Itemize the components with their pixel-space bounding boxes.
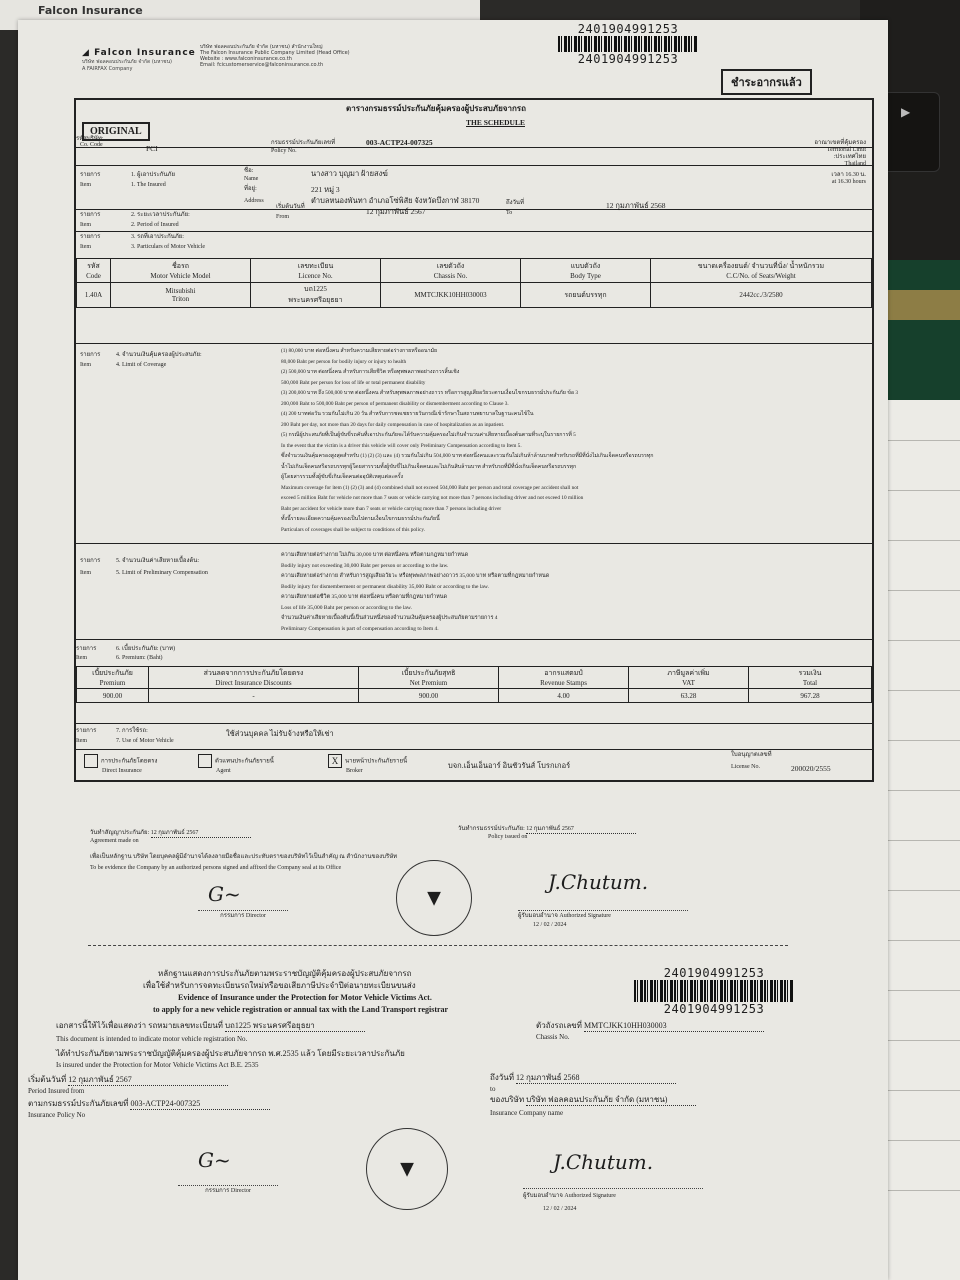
doc-label: เอกสารนี้ให้ไว้เพื่อแสดงว่า รถหมายเลขทะเบียนที่ — [56, 1021, 223, 1030]
col-chassis-th: เลขตัวถัง — [436, 262, 465, 270]
director-label: กรรมการ Director — [178, 1185, 278, 1195]
prelim-label-en: 5. Limit of Preliminary Compensation — [116, 570, 208, 576]
to-label-en: to — [490, 1085, 496, 1093]
coverage-label-en: 4. Limit of Coverage — [116, 362, 167, 368]
premium-label: 6. เบี้ยประกันภัย: (บาท) — [116, 646, 176, 652]
item-label: รายการ — [76, 728, 97, 734]
time-th: เวลา 16.30 น. — [831, 172, 866, 178]
detail-line: Baht per accident for vehicle more than 7 seats or vehicle carrying more than 7 persons including driver — [281, 505, 502, 512]
evidence-title-th-1: หลักฐานแสดงการประกันภัยตามพระราชบัญญัติคุ้มครองผู้ประสบภัยจากรถ — [158, 969, 412, 978]
email: Email: fcicustomerservice@falconinsurance.co.th — [200, 62, 324, 68]
vat-value: 63.28 — [629, 689, 749, 703]
evidence-statement-th: เพื่อเป็นหลักฐาน บริษัท โดยบุคคลผู้มีอำนาจได้ลงลายมือชื่อและประทับตราของบริษัทไว้เป็นสำคัญ ณ สำนักงานของบริษัท — [90, 854, 398, 860]
item-label: รายการ — [80, 558, 101, 564]
address-th: บริษัท ฟอลคอนประกันภัย จำกัด (มหาชน) สำนักงานใหญ่ — [200, 44, 323, 50]
name-label-en: Name — [244, 176, 259, 182]
col-premium-th: เบี้ยประกันภัย — [92, 669, 133, 677]
engine-cc: 2442cc./3/2580 — [651, 283, 872, 308]
coverage-time — [831, 172, 866, 186]
evidence-statement-en: To be evidence the Company by an authorized persons signed and affixed the Company seal at its Office — [90, 865, 342, 871]
policy-no-label-en: Policy No. — [271, 148, 297, 154]
sig-year: 2024 — [554, 922, 567, 928]
agent-label: ตัวแทนประกันภัยรายนี้ — [215, 758, 274, 765]
arrow-right-icon: ▶ — [901, 105, 911, 119]
col-discount-th: ส่วนลดจากการประกันภัยโดยตรง — [203, 669, 304, 677]
agreement-date — [90, 830, 251, 845]
policy-no-value: 003-ACTP24-007325 — [366, 138, 433, 147]
policy-issued — [458, 826, 636, 841]
detail-line: (5) กรณีผู้ประสบภัยที่เป็นผู้ขับขี่รถคันที่เอาประกันภัยจะได้รับความคุ้มครองไม่เกินจำนวนค่าเสียหายเบื้องต้นตามที่ระบุในรายการที่ 5 — [281, 432, 576, 438]
item-label-en: Item — [80, 182, 91, 188]
schedule-box — [74, 98, 874, 782]
barcode-bottom — [634, 966, 794, 1016]
company-seal-icon — [396, 860, 472, 936]
item-label: รายการ — [80, 212, 101, 218]
vehicle-label-en: 3. Particulars of Motor Vehicle — [131, 244, 206, 250]
col-vat-en: VAT — [682, 679, 695, 687]
address-line-2: ตำบลหนองพันทา อำเภอโซ่พิสัย จังหวัดบึงกาฬ 38170 — [311, 196, 480, 205]
agreement-label: วันทำสัญญาประกันภัย: — [90, 830, 150, 836]
address-label: ที่อยู่: — [244, 186, 257, 192]
period-from-line — [28, 1074, 228, 1086]
licence-province: พระนครศรีอยุธยา — [288, 296, 343, 304]
director-signature-icon: G~ — [198, 1148, 231, 1172]
territorial-value-en: Thailand — [844, 161, 866, 167]
detail-line: ความเสียหายต่อร่างกาย ไม่เกิน 30,000 บาท ต่อหนึ่งคน หรือตามกฎหมายกำหนด — [281, 552, 469, 558]
barcode-bars — [634, 980, 794, 1002]
use-label-en: 7. Use of Motor Vehicle — [116, 738, 174, 744]
vehicle-model: Triton — [171, 295, 190, 303]
col-body-th: แบบตัวถัง — [570, 262, 601, 270]
evidence-title-th-2: เพื่อใช้สำหรับการจดทะเบียนรถใหม่หรือขอเสียภาษีประจำปีต่อนายทะเบียนขนส่ง — [143, 981, 416, 990]
license-label: ใบอนุญาตเลขที่ — [731, 752, 772, 758]
barcode-bars — [558, 36, 698, 52]
schedule-title-th: ตารางกรมธรรม์ประกันภัยคุ้มครองผู้ประสบภัยจากรถ — [346, 104, 526, 113]
premium-table — [76, 666, 872, 703]
detail-line: 200,000 Baht to 500,000 Baht per person of permanent disability or dismemberment according to Clause 3. — [281, 400, 509, 407]
issued-label-en: Policy issued on — [488, 834, 528, 840]
item-label-en: Item — [80, 570, 91, 576]
address-en: The Falcon Insurance Public Company Limited (Head Office) — [200, 50, 350, 56]
authorized-label: ผู้รับมอบอำนาจ Authorized Signature — [518, 910, 688, 920]
group-line: A FAIRFAX Company — [82, 66, 133, 72]
lined-paper — [880, 400, 960, 1280]
license-number: 200020/2555 — [791, 764, 831, 773]
broker-label-en: Broker — [346, 768, 363, 774]
to-label: ถึงวันที่ — [490, 1073, 514, 1082]
detail-line: In the event that the victim is a driver this vehicle will cover only Preliminary Compensation according to Item 5. — [281, 442, 522, 449]
green-surface — [880, 260, 960, 400]
item-label-en: Item — [76, 655, 87, 661]
detail-line: น้ำไม่เกินเจ็ดคนหรือรถบรรทุกผู้โดยสารรวมทั้งผู้ขับขี่ไม่เกินเจ็ดคนและไม่เกินสิบล้านบาท สำหรับรถที่มีที่นั่งเกินเจ็ดคนหรือรถบรรทุก — [281, 463, 577, 470]
territorial-en: Territorial Limit — [826, 147, 866, 153]
agreement-label-en: Agreement made on — [90, 838, 139, 844]
chassis-no: MMTCJKK10HH030003 — [381, 283, 521, 308]
underlying-logo: Falcon Insurance — [38, 4, 143, 17]
sig-year: 2024 — [564, 1206, 577, 1212]
chassis-line — [536, 1020, 764, 1032]
period-label-en: 2. Period of Insured — [131, 222, 179, 228]
coverage-details — [281, 346, 654, 535]
barcode-number-lower: 2401904991253 — [577, 52, 679, 66]
detail-line: (3) 200,000 บาท ถึง 500,000 บาท ต่อหนึ่งคน สำหรับทุพพลภาพอย่างถาวร หรือการสูญเสียอวัยวะตามเงื่อนไขกรมธรรม์ประกันภัย ข้อ 3 — [281, 390, 579, 396]
total-value: 967.28 — [749, 689, 872, 703]
detail-line: Bodily injury for dismemberment or permanent disability 35,000 Baht or according to the law. — [281, 583, 489, 590]
insured-name: นางสาว บุญมา ฝ้ายสงฆ์ — [311, 169, 388, 178]
name-label: ชื่อ: — [244, 168, 254, 174]
authorized-date: 12 / 02 / 2024 — [543, 1206, 577, 1212]
vehicle-use: ใช้ส่วนบุคคล ไม่รับจ้างหรือให้เช่า — [226, 729, 334, 738]
prelim-details — [281, 550, 549, 634]
detail-line: Particulars of coverages shall be subject to conditions of this policy. — [281, 526, 425, 533]
item-label: รายการ — [80, 172, 101, 178]
to-label-en: To — [506, 210, 513, 216]
falcon-mark-icon: ▼ — [427, 887, 441, 909]
co-code-label-en: Co. Code — [80, 142, 103, 148]
licence-no: บถ1225 — [304, 285, 327, 293]
item-label-en: Item — [76, 738, 87, 744]
director-label: กรรมการ Director — [198, 910, 288, 920]
from-label: เริ่มต้นวันที่ — [276, 204, 305, 210]
col-net-th: เบี้ยประกันภัยสุทธิ — [401, 669, 456, 677]
detail-line: ความเสียหายต่อชีวิต 35,000 บาท ต่อหนึ่งคน หรือตามที่กฎหมายกำหนด — [281, 594, 448, 600]
direct-label: การประกันภัยโดยตรง — [101, 758, 158, 765]
col-cc-th: ขนาดเครื่องยนต์/ จำนวนที่นั่ง/ น้ำหนักรวม — [697, 262, 825, 270]
premium-label-en: 6. Premium: (Baht) — [116, 655, 163, 661]
col-model-th: ชื่อรถ — [172, 262, 189, 270]
net-premium-value: 900.00 — [359, 689, 499, 703]
territorial-limit — [814, 140, 866, 168]
col-stamps-en: Revenue Stamps — [540, 679, 587, 687]
company-label-en: Insurance Company name — [490, 1109, 564, 1117]
policy-label: ตามกรมธรรม์ประกันภัยเลขที่ — [28, 1099, 129, 1108]
detail-line: 80,000 Baht per person for bodily injury or injury to health — [281, 358, 407, 365]
insured-label-en: 1. The Insured — [131, 182, 166, 188]
chassis-value: MMTCJKK10HH030003 — [584, 1020, 764, 1032]
broker-checkbox: X — [328, 754, 342, 768]
premium-value: 900.00 — [77, 689, 149, 703]
brand-name: Falcon Insurance — [94, 48, 196, 58]
co-code-label: รหัสบริษัท: — [76, 136, 104, 142]
sig-day: 12 — [543, 1206, 549, 1212]
company-value: บริษัท ฟอลคอนประกันภัย จำกัด (มหาชน) — [526, 1094, 696, 1106]
policy-no-label: กรมธรรม์ประกันภัยเลขที่ — [271, 140, 336, 146]
channel-agent — [198, 754, 274, 775]
detail-line: 200 Baht per day, not more than 20 days for daily compensation in case of hospitalization as an inpatient. — [281, 421, 505, 428]
from-label: เริ่มต้นวันที่ — [28, 1075, 67, 1084]
license-label-en: License No. — [731, 764, 760, 770]
paid-stamp: ชำระอากรแล้ว — [721, 69, 812, 95]
detail-line: Preliminary Compensation is part of compensation according to Item 4. — [281, 625, 439, 632]
authorized-signature-icon: J.Chutum. — [548, 870, 649, 894]
detail-line: 500,000 Baht per person for loss of life or total permanent disability — [281, 379, 426, 386]
detail-line: ความเสียหายต่อร่างกาย สำหรับการสูญเสียอวัยวะ หรือทุพพลภาพอย่างถาวร 35,000 บาท หรือตามที่กฎหมายกำหนด — [281, 573, 550, 579]
company-seal-icon — [366, 1128, 448, 1210]
period-to: 12 กุมภาพันธ์ 2568 — [606, 201, 666, 210]
detail-line: ทั้งนี้รายละเอียดความคุ้มครองเป็นไปตามเงื่อนไขกรมธรรม์ประกันภัยนี้ — [281, 516, 440, 522]
direct-label-en: Direct Insurance — [102, 768, 142, 774]
body-type: รถยนต์บรรทุก — [521, 283, 651, 308]
col-code-en: Code — [86, 272, 101, 280]
brand-sub: บริษัท ฟอลคอนประกันภัย จำกัด (มหาชน) — [82, 59, 172, 65]
co-code-value: FCI — [146, 144, 158, 153]
discount-value: - — [149, 689, 359, 703]
item-label-en: Item — [80, 244, 91, 250]
stamps-value: 4.00 — [499, 689, 629, 703]
insured-statement-th: ได้ทำประกันภัยตามพระราชบัญญัติคุ้มครองผู้ประสบภัยจากรถ พ.ศ.2535 แล้ว โดยมีระยะเวลาประกันภัย — [56, 1049, 405, 1058]
barcode-number-upper: 2401904991253 — [663, 966, 765, 980]
detail-line: exceed 5 million Baht for vehicle not more than 7 seats or vehicle carrying not more than 7 persons including driver and not exceed 10 million — [281, 495, 584, 501]
director-signature-icon: G~ — [208, 882, 241, 906]
chassis-label: ตัวถังรถเลขที่ — [536, 1021, 582, 1030]
chassis-label-en: Chassis No. — [536, 1033, 570, 1041]
detail-line: จำนวนเงินค่าเสียหายเบื้องต้นนี้เป็นส่วนหนึ่งของจำนวนเงินคุ้มครองผู้ประสบภัยตามรายการ 4 — [281, 615, 498, 621]
col-chassis-en: Chassis No. — [433, 272, 468, 280]
col-model-en: Motor Vehicle Model — [150, 272, 211, 280]
authorized-signature-icon: J.Chutum. — [553, 1150, 654, 1174]
evidence-title-en-2: to apply for a new vehicle registration or annual tax with the Land Transport registrar — [153, 1005, 449, 1014]
gold-trim — [885, 290, 960, 320]
item-label: รายการ — [80, 352, 101, 358]
coverage-label: 4. จำนวนเงินคุ้มครองผู้ประสบภัย: — [116, 352, 202, 358]
company-label: ของบริษัท — [490, 1095, 525, 1104]
schedule-title-en: THE SCHEDULE — [466, 118, 525, 127]
from-label-en: From — [276, 214, 290, 220]
registration-line — [56, 1020, 365, 1032]
sig-month: 02 — [543, 922, 550, 928]
detail-line: ซึ่งจำนวนเงินคุ้มครองสูงสุดสำหรับ (1) (2) (3) และ (4) รวมกันไม่เกิน 504,000 บาท ต่อหนึ่งคนและรวมกันไม่เกินห้าล้านบาทสำหรับรถที่มีที่นั่งไม่เกินเจ็ดคนหรือรถบรรทุก — [281, 453, 654, 459]
vehicle-make: Mitsubishi — [165, 287, 196, 295]
agreement-date-value: 12 กุมภาพันธ์ 2567 — [151, 830, 251, 838]
policy-line — [28, 1098, 270, 1110]
barcode-number-upper: 2401904991253 — [577, 22, 679, 36]
vehicle-row — [77, 283, 872, 308]
detail-line: (4) 200 บาทต่อวัน รวมกันไม่เกิน 20 วัน สำหรับการชดเชยรายวันกรณีเข้ารักษาในสถานพยาบาลในฐานะคนไข้ใน — [281, 411, 534, 417]
agent-checkbox — [198, 754, 212, 768]
detail-line: Bodily injury not exceeding 30,000 Baht per person or according to the law. — [281, 562, 449, 569]
col-total-th: รวมเงิน — [798, 669, 822, 677]
col-body-en: Body Type — [570, 272, 601, 280]
col-licence-th: เลขทะเบียน — [297, 262, 334, 270]
vehicle-header-row — [77, 259, 872, 283]
item-label: รายการ — [80, 234, 101, 240]
doc-label-en: This document is intended to indicate motor vehicle registration No. — [56, 1035, 248, 1043]
period-from: 12 กุมภาพันธ์ 2567 — [366, 207, 426, 216]
from-label-en: Period Insured from — [28, 1087, 85, 1095]
detail-line: ผู้โดยสารรวมทั้งผู้ขับขี่เกินเจ็ดคนต่ออุบัติเหตุแต่ละครั้ง — [281, 474, 404, 480]
issued-date-value: 12 กุมภาพันธ์ 2567 — [526, 826, 636, 834]
sig-month: 02 — [553, 1206, 560, 1212]
registration-no: บถ1225 พระนครศรีอยุธยา — [225, 1020, 365, 1032]
broker-name: บจก.เอ็นเอ็นอาร์ อินชัวรันส์ โบรกเกอร์ — [448, 761, 571, 770]
vehicle-code: 1.40A — [77, 283, 111, 308]
territorial-value-th: :ประเทศไทย — [833, 154, 866, 160]
period-label: 2. ระยะเวลาประกันภัย: — [131, 212, 190, 218]
col-total-en: Total — [802, 679, 818, 687]
vehicle-table — [76, 258, 872, 308]
col-premium-en: Premium — [99, 679, 126, 687]
col-net-en: Net Premium — [409, 679, 448, 687]
premium-values-row — [77, 689, 872, 703]
detail-line: (1) 80,000 บาท ต่อหนึ่งคน สำหรับความเสียหายต่อร่างกายหรืออนามัย — [281, 348, 438, 354]
channel-direct — [84, 754, 157, 775]
authorized-date: 12 / 02 / 2024 — [533, 922, 567, 928]
divider — [88, 945, 788, 946]
detail-line: Loss of life 35,000 Baht per person or according to the law. — [281, 604, 412, 611]
company-line — [490, 1094, 696, 1106]
item-label: รายการ — [76, 646, 97, 652]
insured-statement-en: Is insured under the Protection for Motor Vehicle Victims Act B.E. 2535 — [56, 1061, 259, 1069]
evidence-title-en-1: Evidence of Insurance under the Protection for Motor Vehicle Victims Act. — [178, 993, 432, 1002]
address-label-en: Address — [244, 198, 264, 204]
insurance-document — [18, 20, 888, 1280]
barcode-number-lower: 2401904991253 — [663, 1002, 765, 1016]
use-label: 7. การใช้รถ: — [116, 728, 148, 734]
authorized-label: ผู้รับมอบอำนาจ Authorized Signature — [523, 1188, 703, 1200]
period-to-line — [490, 1072, 676, 1084]
detail-line: Maximum coverage for item (1) (2) (3) and (4) combined shall not exceed 504,000 Baht per person and total coverage per accident shall not — [281, 484, 579, 491]
falcon-mark-icon: ▼ — [400, 1158, 414, 1180]
sig-day: 12 — [533, 922, 539, 928]
item-label-en: Item — [80, 362, 91, 368]
col-licence-en: Licence No. — [298, 272, 333, 280]
item-label-en: Item — [80, 222, 91, 228]
address-line-1: 221 หมู่ 3 — [311, 185, 340, 194]
time-en: at 16.30 hours — [831, 179, 866, 185]
channel-broker — [328, 754, 407, 775]
company-address — [200, 44, 500, 68]
territorial-th: อาณาเขตที่คุ้มครอง — [814, 140, 866, 146]
col-discount-en: Direct Insurance Discounts — [215, 679, 292, 687]
policy-value: 003-ACTP24-007325 — [130, 1098, 270, 1110]
premium-table-wrap — [76, 666, 872, 703]
agent-label-en: Agent — [216, 768, 231, 774]
vehicle-label: 3. รถที่เอาประกันภัย: — [131, 234, 184, 240]
detail-line: (2) 500,000 บาท ต่อหนึ่งคน สำหรับการเสียชีวิต หรือทุพพลภาพอย่างถาวรสิ้นเชิง — [281, 369, 460, 375]
col-vat-th: ภาษีมูลค่าเพิ่ม — [667, 669, 710, 677]
col-code-th: รหัส — [87, 262, 100, 270]
company-logo — [82, 48, 196, 72]
issued-label: วันทำกรมธรรม์ประกันภัย: — [458, 826, 525, 832]
to-label: ถึงวันที่ — [506, 200, 524, 206]
prelim-label: 5. จำนวนเงินค่าเสียหายเบื้องต้น: — [116, 558, 200, 564]
original-label: ORIGINAL — [82, 122, 150, 141]
policy-label-en: Insurance Policy No — [28, 1111, 86, 1119]
falcon-logo-icon: ◢ — [82, 48, 90, 58]
premium-header-row — [77, 667, 872, 689]
direct-checkbox — [84, 754, 98, 768]
website: Website : www.falconinsurance.co.th — [200, 56, 292, 62]
broker-label: นายหน้าประกันภัยรายนี้ — [345, 758, 408, 765]
barcode-top — [558, 22, 698, 66]
col-cc-en: C.C/No. of Seats/Weight — [726, 272, 796, 280]
from-value: 12 กุมภาพันธ์ 2567 — [68, 1074, 228, 1086]
insured-label: 1. ผู้เอาประกันภัย — [131, 172, 175, 178]
to-value: 12 กุมภาพันธ์ 2568 — [516, 1072, 676, 1084]
col-stamps-th: อากรแสตมป์ — [544, 669, 583, 677]
